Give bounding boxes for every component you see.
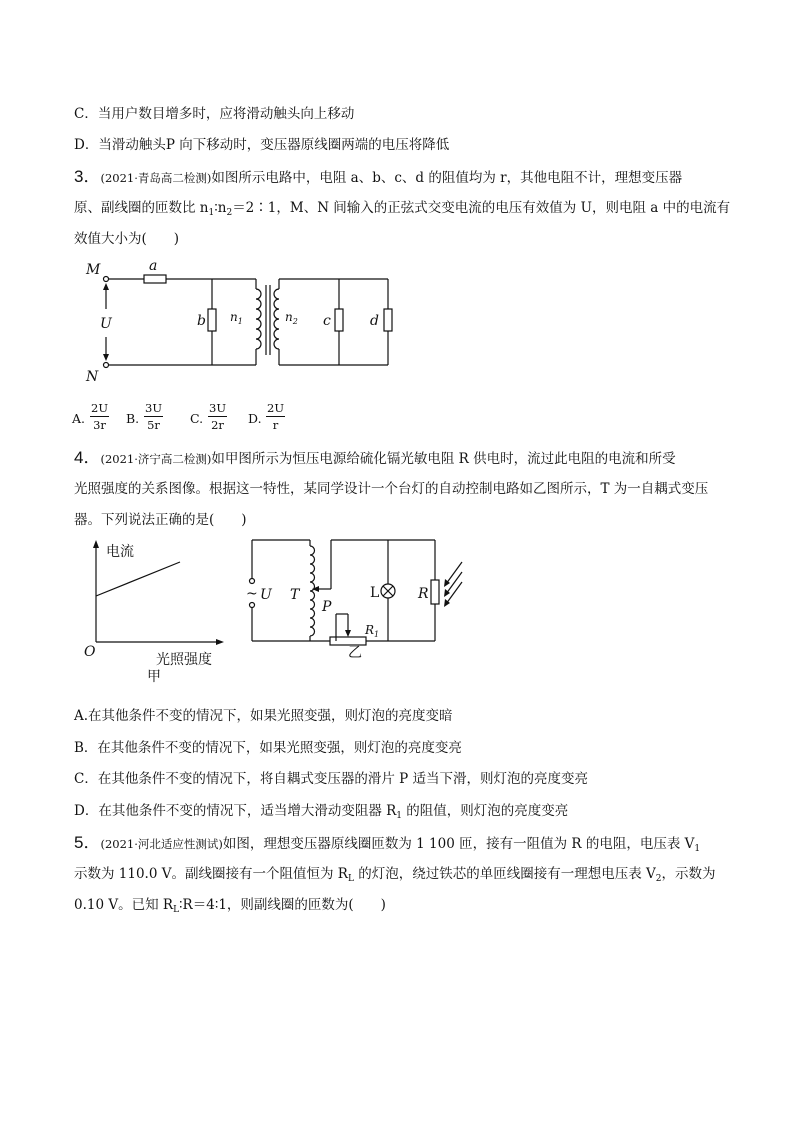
q3-option-label: B. bbox=[126, 411, 140, 426]
r1-slider-arrow-icon bbox=[345, 630, 351, 637]
q4-option-a: A.在其他条件不变的情况下，如果光照变强，则灯泡的亮度变暗 bbox=[74, 708, 453, 724]
q3-stem-2a: 原、副线圈的匝数比 n bbox=[74, 200, 209, 216]
label-u: U bbox=[100, 316, 112, 332]
q3-stem-line-2 bbox=[74, 196, 730, 218]
q3-option-fraction bbox=[208, 401, 227, 432]
q3-number: 3． bbox=[74, 167, 101, 186]
graph-y-label: 电流 bbox=[106, 544, 134, 560]
q4-option-b: B．在其他条件不变的情况下，如果光照变强，则灯泡的亮度变亮 bbox=[74, 740, 462, 756]
q4-stem-line-2: 光照强度的关系图像。根据这一特性，某同学设计一个台灯的自动控制电路如乙图所示，T 为一自耦式变压 bbox=[74, 481, 709, 497]
q5-source: (2021·河北适应性测试) bbox=[100, 837, 223, 851]
q5-stem-1-sub: 1 bbox=[694, 844, 701, 854]
q5-stem-2a: 示数为 110.0 V。副线圈接有一个阻值恒为 R bbox=[74, 866, 348, 882]
y-axis-arrow-icon bbox=[93, 540, 99, 548]
q3-option-fraction bbox=[90, 401, 109, 432]
fraction-denominator: 3r bbox=[93, 418, 106, 432]
q5-stem-3b: ∶R＝4∶1，则副线圈的匝数为( ) bbox=[179, 897, 386, 913]
q4-source: (2021·济宁高二检测) bbox=[100, 452, 212, 466]
q5-stem-1a: 如图，理想变压器原线圈匝数为 1 100 匝，接有一阻值为 R 的电阻，电压表 V bbox=[222, 836, 695, 852]
q5-stem-line-3 bbox=[74, 893, 386, 915]
primary-coil bbox=[256, 289, 261, 349]
q4-stem-line-3: 器。下列说法正确的是( ) bbox=[74, 512, 247, 528]
label-n1: $n_1$ bbox=[230, 310, 243, 326]
x-axis-arrow-icon bbox=[216, 639, 224, 645]
q5-number: 5． bbox=[74, 833, 101, 852]
q3-sub-1: 1 bbox=[208, 208, 215, 218]
q4-graph-jia bbox=[80, 538, 230, 686]
q3-stem-line-1 bbox=[74, 162, 682, 187]
graph-origin-label: O bbox=[84, 644, 96, 660]
label-n: N bbox=[86, 369, 99, 385]
q3-stem-line-3: 效值大小为( ) bbox=[74, 231, 180, 247]
label-c: c bbox=[323, 313, 331, 329]
q5-stem-2-sub: L bbox=[347, 874, 354, 884]
rheostat-r1 bbox=[330, 637, 366, 645]
terminal-m bbox=[104, 277, 109, 282]
label-t: T bbox=[290, 587, 300, 603]
fraction-numerator: 2U bbox=[267, 401, 285, 415]
fraction-numerator: 3U bbox=[145, 401, 163, 415]
q5-stem-3-sub: L bbox=[173, 905, 180, 915]
q5-stem-3a: 0.10 V。已知 R bbox=[74, 897, 174, 913]
q4-option-d-sub: 1 bbox=[396, 811, 403, 821]
q3-option-label: D. bbox=[248, 411, 262, 426]
q4-option-d bbox=[74, 799, 568, 821]
secondary-coil bbox=[274, 289, 279, 349]
q3-sub-2: 2 bbox=[226, 208, 233, 218]
q3-stem-2c: ＝2∶1，M、N 间输入的正弦式交变电流的电压有效值为 U，则电阻 a 中的电流有 bbox=[232, 200, 731, 216]
label-d: d bbox=[370, 313, 379, 329]
resistor-b bbox=[208, 309, 216, 331]
fraction-numerator: 3U bbox=[209, 401, 227, 415]
source-terminal-bottom bbox=[250, 603, 255, 608]
q4-option-d-text-b: 的阻值，则灯泡的亮度变亮 bbox=[402, 803, 569, 819]
label-r: R bbox=[418, 586, 429, 602]
label-b: b bbox=[197, 313, 206, 329]
q3-option-fraction bbox=[266, 401, 285, 432]
q5-stem-line-1 bbox=[74, 828, 700, 854]
circuit-caption: 乙 bbox=[348, 645, 362, 661]
q5-stem-2-sub2: 2 bbox=[655, 874, 662, 884]
fraction-numerator: 2U bbox=[91, 401, 109, 415]
autotransformer-coil bbox=[310, 546, 315, 636]
resistor-d bbox=[384, 309, 392, 331]
q4-stem-text-1: 如甲图所示为恒压电源给硫化镉光敏电阻 R 供电时，流过此电阻的电流和所受 bbox=[211, 451, 676, 467]
q4-option-d-text-a: D．在其他条件不变的情况下，适当增大滑动变阻器 R bbox=[74, 803, 397, 819]
arrow-up-icon bbox=[103, 283, 109, 290]
q5-stem-2c: ，示数为 bbox=[661, 866, 716, 882]
resistor-c bbox=[335, 309, 343, 331]
label-m: M bbox=[86, 262, 101, 278]
fraction-denominator: r bbox=[272, 418, 279, 432]
ac-tilde-symbol: ~ bbox=[246, 586, 258, 602]
q2-option-d: D．当滑动触头P 向下移动时，变压器原线圈两端的电压将降低 bbox=[74, 137, 450, 153]
source-terminal-top bbox=[250, 579, 255, 584]
graph-current-line bbox=[96, 562, 180, 596]
photoresistor-r bbox=[431, 580, 439, 604]
arrow-down-icon bbox=[103, 354, 109, 361]
q4-stem-line-1 bbox=[74, 443, 676, 468]
q4-circuit-yi bbox=[240, 532, 470, 662]
q3-option-label: A. bbox=[72, 411, 86, 426]
q3-option-fraction bbox=[144, 401, 163, 432]
resistor-a bbox=[144, 275, 166, 283]
q5-stem-2b: 的灯泡，绕过铁芯的单匝线圈接有一理想电压表 V bbox=[353, 866, 656, 882]
label-a: a bbox=[149, 258, 158, 274]
label-r1: $R_1$ bbox=[365, 623, 380, 639]
fraction-denominator: 2r bbox=[211, 418, 224, 432]
fraction-denominator: 5r bbox=[147, 418, 160, 432]
q2-option-c: C．当用户数目增多时，应将滑动触头向上移动 bbox=[74, 106, 355, 122]
label-p: P bbox=[322, 599, 332, 615]
label-u2: U bbox=[260, 587, 272, 603]
q3-option-label: C. bbox=[190, 411, 204, 426]
graph-caption: 甲 bbox=[147, 669, 161, 685]
q3-stem-2b: ∶n bbox=[214, 200, 227, 216]
terminal-n bbox=[104, 363, 109, 368]
q3-source: (2021·青岛高二检测) bbox=[100, 171, 212, 185]
q5-stem-line-2 bbox=[74, 862, 716, 884]
label-l: L bbox=[370, 585, 380, 601]
q3-stem-text-1: 如图所示电路中，电阻 a、b、c、d 的阻值均为 r，其他电阻不计，理想变压器 bbox=[211, 170, 683, 186]
label-n2: $n_2$ bbox=[285, 310, 298, 326]
graph-x-label: 光照强度 bbox=[156, 652, 212, 668]
q3-circuit-diagram bbox=[80, 255, 410, 385]
q4-option-c: C．在其他条件不变的情况下，将自耦式变压器的滑片 P 适当下滑，则灯泡的亮度变亮 bbox=[74, 771, 588, 787]
q4-number: 4． bbox=[74, 448, 101, 467]
slider-p-arrow-icon bbox=[312, 586, 319, 592]
